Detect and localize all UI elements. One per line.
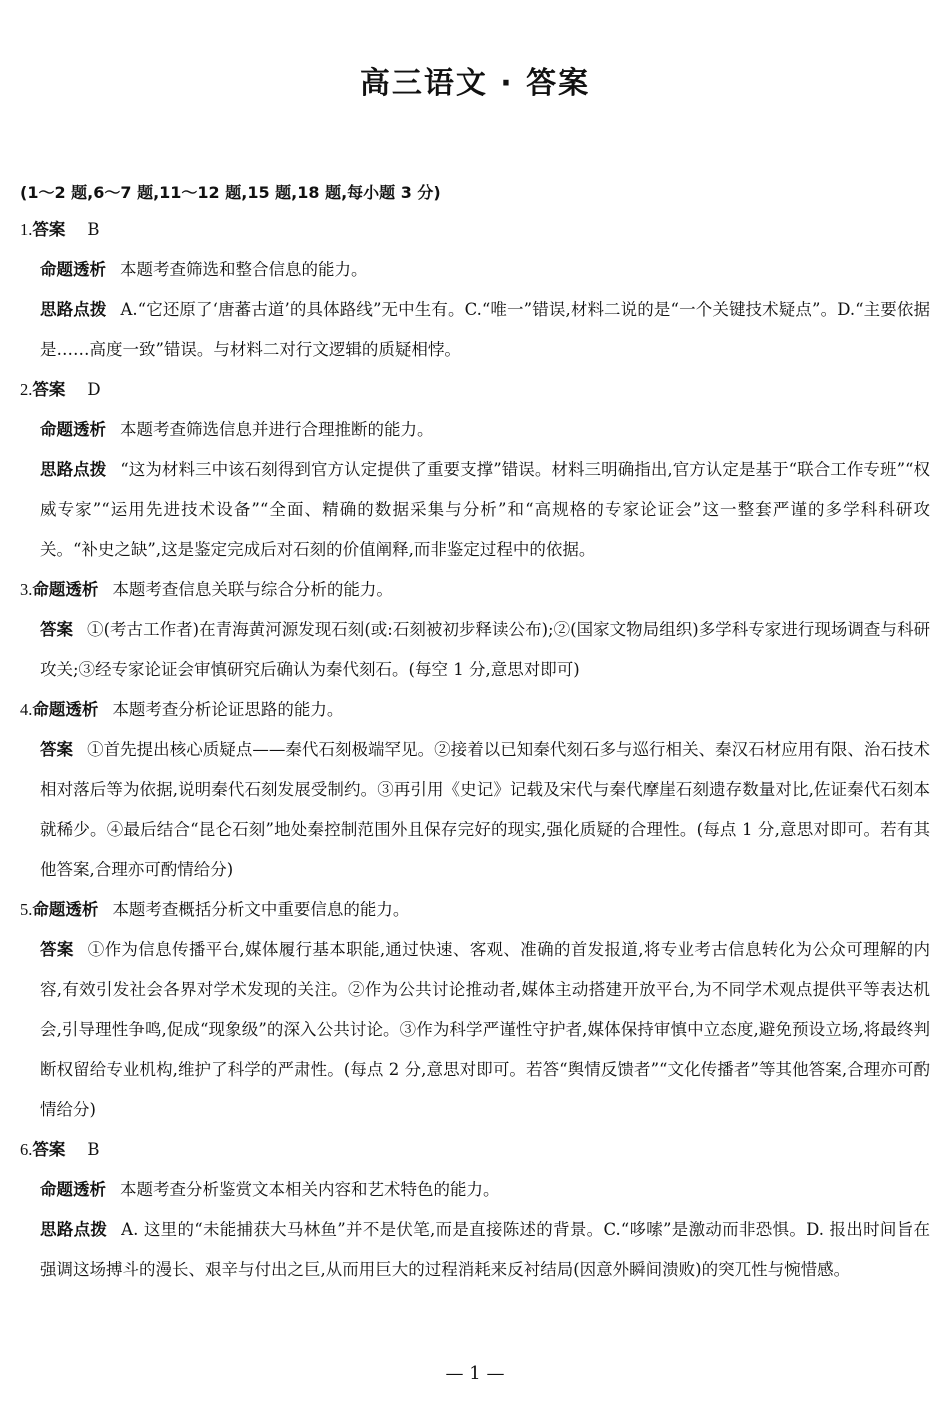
question-2 bbox=[20, 370, 930, 570]
hint-label: 思路点拨 bbox=[40, 300, 107, 319]
analysis-text: 本题考查筛选和整合信息的能力。 bbox=[120, 260, 368, 279]
question-3 bbox=[20, 570, 930, 690]
answer-text: ①作为信息传播平台,媒体履行基本职能,通过快速、客观、准确的首发报道,将专业考古信息转化为公众可理解的内容,有效引发社会各界对学术发现的关注。②作为公共讨论推动者,媒体主动搭建开放平台,为不同学术观点提供平等表达机会,引导理性争鸣,促成“现象级”的深入公共讨论。③作为科学严谨性守护者,媒体保持审慎中立态度,避免预设立场,将最终判断权留给专业机构,维护了科学的严肃性。(每点 2 分,意思对即可。若答“舆情反馈者”“文化传播者”等其他答案,合理亦可酌情给分) bbox=[40, 940, 930, 1119]
question-1 bbox=[20, 210, 930, 370]
analysis-text: 本题考查筛选信息并进行合理推断的能力。 bbox=[120, 420, 434, 439]
answer-text: ①(考古工作者)在青海黄河源发现石刻(或:石刻被初步释读公布);②(国家文物局组织)多学科专家进行现场调查与科研攻关;③经专家论证会审慎研究后确认为秦代刻石。(每空 1 分,意思对即可) bbox=[40, 620, 930, 679]
question-number: 3. bbox=[20, 580, 33, 599]
answer-text: ①首先提出核心质疑点——秦代石刻极端罕见。②接着以已知秦代刻石多与巡行相关、秦汉石材应用有限、治石技术相对落后等为依据,说明秦代石刻发展受制约。③再引用《史记》记载及宋代与秦代摩崖石刻遗存数量对比,佐证秦代石刻本就稀少。④最后结合“昆仑石刻”地处秦控制范围外且保存完好的现实,强化质疑的合理性。(每点 1 分,意思对即可。若有其他答案,合理亦可酌情给分) bbox=[40, 740, 931, 879]
answer-choice: D bbox=[87, 380, 101, 399]
analysis-label: 命题透析 bbox=[32, 580, 99, 599]
analysis-text: 本题考查分析鉴赏文本相关内容和艺术特色的能力。 bbox=[120, 1180, 500, 1199]
question-number: 5. bbox=[20, 900, 33, 919]
question-5 bbox=[20, 890, 930, 1130]
analysis-label: 命题透析 bbox=[40, 420, 106, 439]
answer-choice: B bbox=[87, 1140, 100, 1159]
answer-label: 答案 bbox=[40, 940, 74, 959]
hint-text: A. 这里的“未能捕获大马林鱼”并不是伏笔,而是直接陈述的背景。C.“哆嗦”是激动而非恐惧。D. 报出时间旨在强调这场搏斗的漫长、艰辛与付出之巨,从而用巨大的过程消耗来反衬结局(因意外瞬间溃败)的突兀性与惋惜感。 bbox=[40, 1220, 930, 1279]
answer-choice: B bbox=[87, 220, 100, 239]
page-title: 高三语文 · 答案 bbox=[359, 66, 591, 101]
question-number: 4. bbox=[20, 700, 33, 719]
answer-label: 答案 bbox=[32, 380, 66, 399]
answer-content bbox=[20, 210, 930, 1290]
answer-label: 答案 bbox=[40, 620, 74, 639]
analysis-text: 本题考查分析论证思路的能力。 bbox=[112, 700, 344, 719]
analysis-text: 本题考查概括分析文中重要信息的能力。 bbox=[112, 900, 410, 919]
page-number: — 1 — bbox=[445, 1363, 505, 1384]
answer-label: 答案 bbox=[40, 740, 74, 759]
question-number: 1. bbox=[20, 220, 33, 239]
answer-label: 答案 bbox=[32, 1140, 66, 1159]
analysis-label: 命题透析 bbox=[32, 900, 99, 919]
analysis-label: 命题透析 bbox=[40, 1180, 106, 1199]
analysis-label: 命题透析 bbox=[32, 700, 99, 719]
analysis-label: 命题透析 bbox=[40, 260, 106, 279]
scoring-note: (1～2 题,6～7 题,11～12 题,15 题,18 题,每小题 3 分) bbox=[20, 183, 441, 202]
hint-text: “这为材料三中该石刻得到官方认定提供了重要支撑”错误。材料三明确指出,官方认定是基于“联合工作专班”“权威专家”“运用先进技术设备”“全面、精确的数据采集与分析”和“高规格的专家论证会”这一整套严谨的多学科科研攻关。“补史之缺”,这是鉴定完成后对石刻的价值阐释,而非鉴定过程中的依据。 bbox=[40, 460, 931, 559]
question-4 bbox=[20, 690, 930, 890]
question-number: 2. bbox=[20, 380, 33, 399]
answer-label: 答案 bbox=[32, 220, 66, 239]
question-6 bbox=[20, 1130, 930, 1290]
hint-label: 思路点拨 bbox=[40, 1220, 108, 1239]
analysis-text: 本题考查信息关联与综合分析的能力。 bbox=[112, 580, 393, 599]
hint-label: 思路点拨 bbox=[40, 460, 107, 479]
question-number: 6. bbox=[20, 1140, 33, 1159]
hint-text: A.“它还原了‘唐蕃古道’的具体路线”无中生有。C.“唯一”错误,材料二说的是“一个关键技术疑点”。D.“主要依据是……高度一致”错误。与材料二对行文逻辑的质疑相悖。 bbox=[40, 300, 930, 359]
